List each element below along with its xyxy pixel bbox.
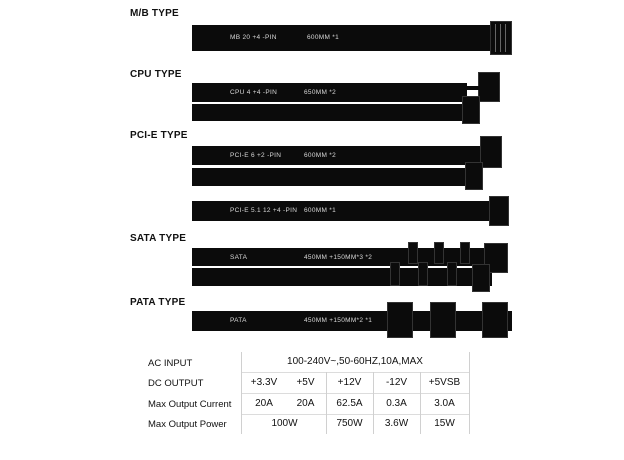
dc-output-12v: +12V <box>337 377 362 388</box>
mb-type-title: M/B TYPE <box>130 8 179 19</box>
pcie-cable-1-spec: 600MM *2 <box>304 152 337 159</box>
cpu-connector-1 <box>478 72 500 102</box>
max-current-5vsb: 3.0A <box>434 398 455 409</box>
sata-connector <box>434 242 444 264</box>
sata-connector <box>408 242 418 264</box>
dc-output-neg12v: -12V <box>385 377 408 388</box>
sata-cable-spec: 450MM +150MM*3 *2 <box>304 254 373 261</box>
pcie-connector-1 <box>480 136 502 168</box>
table-row-divider <box>241 372 469 373</box>
dc-output-label: DC OUTPUT <box>148 378 204 389</box>
cpu-cable-spec: 650MM *2 <box>304 89 337 96</box>
ac-input-value: 100-240V~,50-60HZ,10A,MAX <box>287 356 423 367</box>
mb-connector-pin <box>500 24 501 52</box>
max-current-5v: 20A <box>296 398 315 409</box>
max-output-current-label: Max Output Current <box>148 399 232 410</box>
sata-type-title: SATA TYPE <box>130 233 187 244</box>
sata-cable-label: SATA <box>230 254 248 261</box>
pata-cable <box>192 311 512 331</box>
cpu-cable-1 <box>192 83 467 102</box>
pcie-cable-1-label: PCI-E 6 +2 -PIN <box>230 152 282 159</box>
mb-cable <box>192 25 492 51</box>
max-power-5vsb: 15W <box>434 418 455 429</box>
pata-cable-label: PATA <box>230 317 247 324</box>
dc-output-5vsb: +5VSB <box>428 377 461 388</box>
max-current-12v: 62.5A <box>336 398 363 409</box>
pcie-cable-2 <box>192 201 492 221</box>
pcie-connector-2 <box>465 162 483 190</box>
pata-connector <box>482 302 508 338</box>
max-power-neg12v: 3.6W <box>384 418 409 429</box>
cpu-connector-tail <box>466 86 480 90</box>
table-col-divider <box>469 352 470 434</box>
table-row-divider <box>241 414 469 415</box>
sata-connector <box>447 262 457 286</box>
sata-connector <box>460 242 470 264</box>
pcie-cable-2-label: PCI-E 5.1 12 +4 -PIN <box>230 207 298 214</box>
dc-output-3v3: +3.3V <box>250 377 278 388</box>
mb-connector-pin <box>505 24 506 52</box>
pcie-cable-1b <box>192 168 472 186</box>
dc-output-5v: +5V <box>296 377 315 388</box>
sata-end-connector <box>472 264 490 292</box>
mb-cable-label: MB 20 +4 -PIN <box>230 34 277 41</box>
pata-type-title: PATA TYPE <box>130 297 186 308</box>
pata-cable-spec: 450MM +150MM*2 *1 <box>304 317 373 324</box>
pcie-connector-3 <box>489 196 509 226</box>
max-power-3v3-5v: 100W <box>271 418 298 429</box>
cpu-cable-2 <box>192 104 467 121</box>
cpu-connector-2 <box>462 96 480 124</box>
pcie-type-title: PCI-E TYPE <box>130 130 188 141</box>
pata-connector <box>430 302 456 338</box>
mb-cable-spec: 600MM *1 <box>307 34 340 41</box>
ac-input-label: AC INPUT <box>148 358 193 369</box>
max-current-neg12v: 0.3A <box>386 398 407 409</box>
table-row-divider <box>241 393 469 394</box>
pcie-cable-2-spec: 600MM *1 <box>304 207 337 214</box>
pata-connector <box>387 302 413 338</box>
sata-connector <box>390 262 400 286</box>
cpu-cable-label: CPU 4 +4 -PIN <box>230 89 278 96</box>
cpu-type-title: CPU TYPE <box>130 69 182 80</box>
mb-connector <box>490 21 512 55</box>
max-power-12v: 750W <box>336 418 363 429</box>
max-current-3v3: 20A <box>255 398 273 409</box>
sata-connector <box>418 262 428 286</box>
mb-connector-pin <box>495 24 496 52</box>
pcie-cable-1 <box>192 146 482 165</box>
max-output-power-label: Max Output Power <box>148 419 227 430</box>
